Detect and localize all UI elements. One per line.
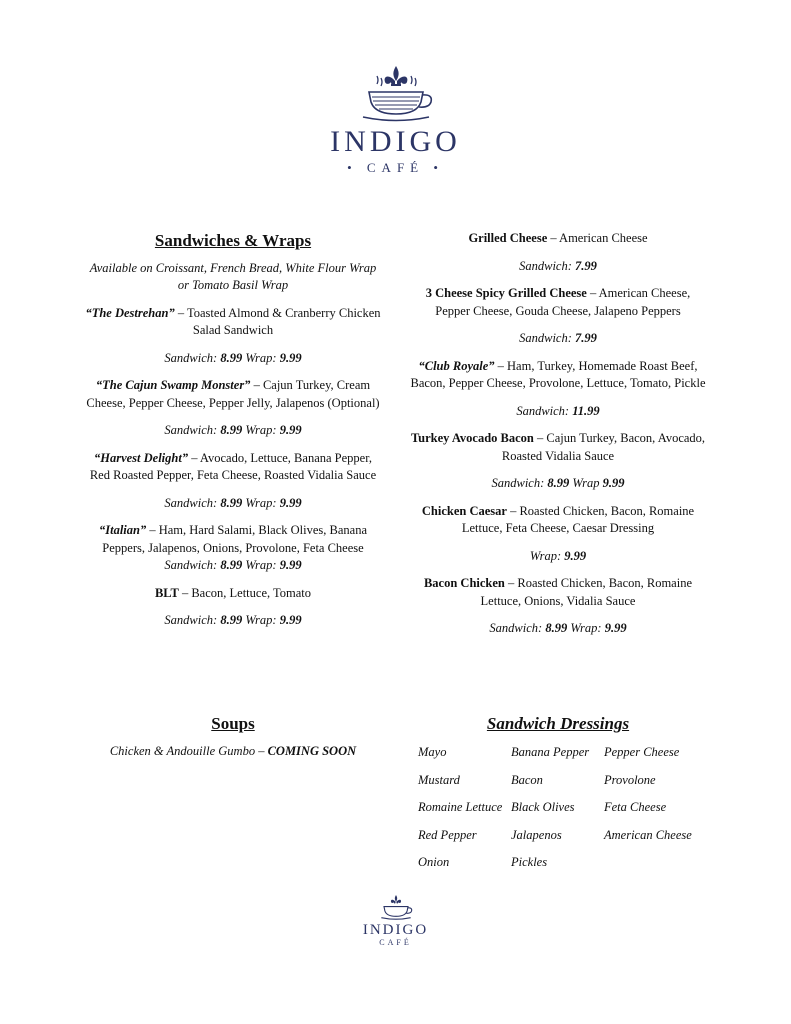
dressing-item: Banana Pepper — [511, 745, 590, 759]
dressing-item: Mayo — [418, 745, 447, 759]
menu-item: BLT – Bacon, Lettuce, Tomato — [154, 585, 312, 600]
coffee-cup-icon — [376, 892, 416, 922]
menu-item: “The Cajun Swamp Monster” – Cajun Turkey, Cream Cheese, Pepper Cheese, Pepper Jelly, Jalapenos (Optional) — [86, 378, 380, 410]
cafe-logo-small — [0, 892, 791, 947]
soups-heading: Soups — [211, 714, 255, 733]
dressing-item: Feta Cheese — [604, 800, 667, 814]
coming-soon-label: COMING SOON — [267, 744, 357, 758]
logo-subtitle: CAFÉ — [379, 938, 412, 947]
menu-item: Chicken Caesar – Roasted Chicken, Bacon, Romaine Lettuce, Feta Cheese, Caesar Dressing — [421, 503, 695, 535]
menu-item-price: Wrap: 9.99 — [529, 548, 587, 563]
dressing-item: Bacon — [511, 772, 543, 787]
dressing-item: Mustard — [418, 772, 460, 787]
menu-item-price: Sandwich: 8.99 Wrap: 9.99 — [164, 423, 302, 437]
bread-options-note: Available on Croissant, French Bread, White Flour Wrap or Tomato Basil Wrap — [89, 260, 377, 292]
menu-item: Grilled Cheese – American Cheese — [468, 231, 648, 245]
logo-subtitle: • CAFÉ • — [347, 160, 444, 175]
sandwiches-heading: Sandwiches & Wraps — [154, 231, 312, 250]
dressing-item: Pickles — [511, 855, 548, 869]
dressing-item: Jalapenos — [511, 827, 562, 842]
menu-item-price: Sandwich: 8.99 Wrap 9.99 — [491, 476, 625, 490]
dressing-item: Pepper Cheese — [604, 745, 680, 759]
dressing-item: Red Pepper — [418, 827, 477, 842]
menu-item-price: Sandwich: 8.99 Wrap: 9.99 — [164, 350, 302, 365]
soups-section — [83, 714, 383, 759]
menu-item-price: Sandwich: 11.99 — [516, 403, 600, 418]
menu-item: “The Destrehan” – Toasted Almond & Cranberry Chicken Salad Sandwich — [85, 305, 381, 337]
menu-item-price: Sandwich: 8.99 Wrap: 9.99 — [164, 558, 302, 572]
menu-item: “Italian” – Ham, Hard Salami, Black Olives, Banana Peppers, Jalapenos, Onions, Provolone, Feta Cheese — [98, 523, 368, 555]
dressing-item: Provolone — [604, 772, 656, 787]
sandwiches-section — [83, 232, 383, 640]
menu-item: “Club Royale” – Ham, Turkey, Homemade Roast Beef, Bacon, Pepper Cheese, Provolone, Lettuce, Tomato, Pickle — [410, 358, 706, 390]
dressings-list — [418, 744, 708, 872]
dressing-item: American Cheese — [604, 827, 692, 842]
menu-item: Bacon Chicken – Roasted Chicken, Bacon, Romaine Lettuce, Onions, Vidalia Sauce — [423, 576, 693, 608]
menu-item: “Harvest Delight” – Avocado, Lettuce, Banana Pepper, Red Roasted Pepper, Feta Cheese, Roasted Vidalia Sauce — [89, 450, 377, 482]
dressings-heading: Sandwich Dressings — [486, 714, 630, 733]
menu-item: 3 Cheese Spicy Grilled Cheese – American Cheese, Pepper Cheese, Gouda Cheese, Jalapeno Peppers — [425, 286, 691, 318]
cafe-logo — [0, 62, 791, 176]
menu-item-price: Sandwich: 8.99 Wrap: 9.99 — [489, 621, 627, 635]
menu-item-price: Sandwich: 8.99 Wrap: 9.99 — [164, 613, 302, 627]
dressing-item: Romaine Lettuce — [418, 800, 503, 814]
more-sandwiches-section — [408, 230, 708, 648]
menu-item-price: Sandwich: 8.99 Wrap: 9.99 — [164, 495, 302, 510]
logo-wordmark: INDIGO — [362, 922, 429, 938]
menu-item-price: Sandwich: 7.99 — [519, 331, 597, 345]
soup-item: Chicken & Andouille Gumbo – COMING SOON — [109, 744, 357, 758]
menu-item-price: Sandwich: 7.99 — [519, 258, 597, 273]
dressing-item: Black Olives — [511, 800, 575, 814]
coffee-cup-icon — [351, 62, 441, 124]
dressing-item: Onion — [418, 855, 450, 869]
dressings-section — [408, 714, 708, 872]
logo-wordmark: INDIGO — [330, 125, 461, 158]
menu-item: Turkey Avocado Bacon – Cajun Turkey, Bacon, Avocado, Roasted Vidalia Sauce — [410, 431, 706, 463]
